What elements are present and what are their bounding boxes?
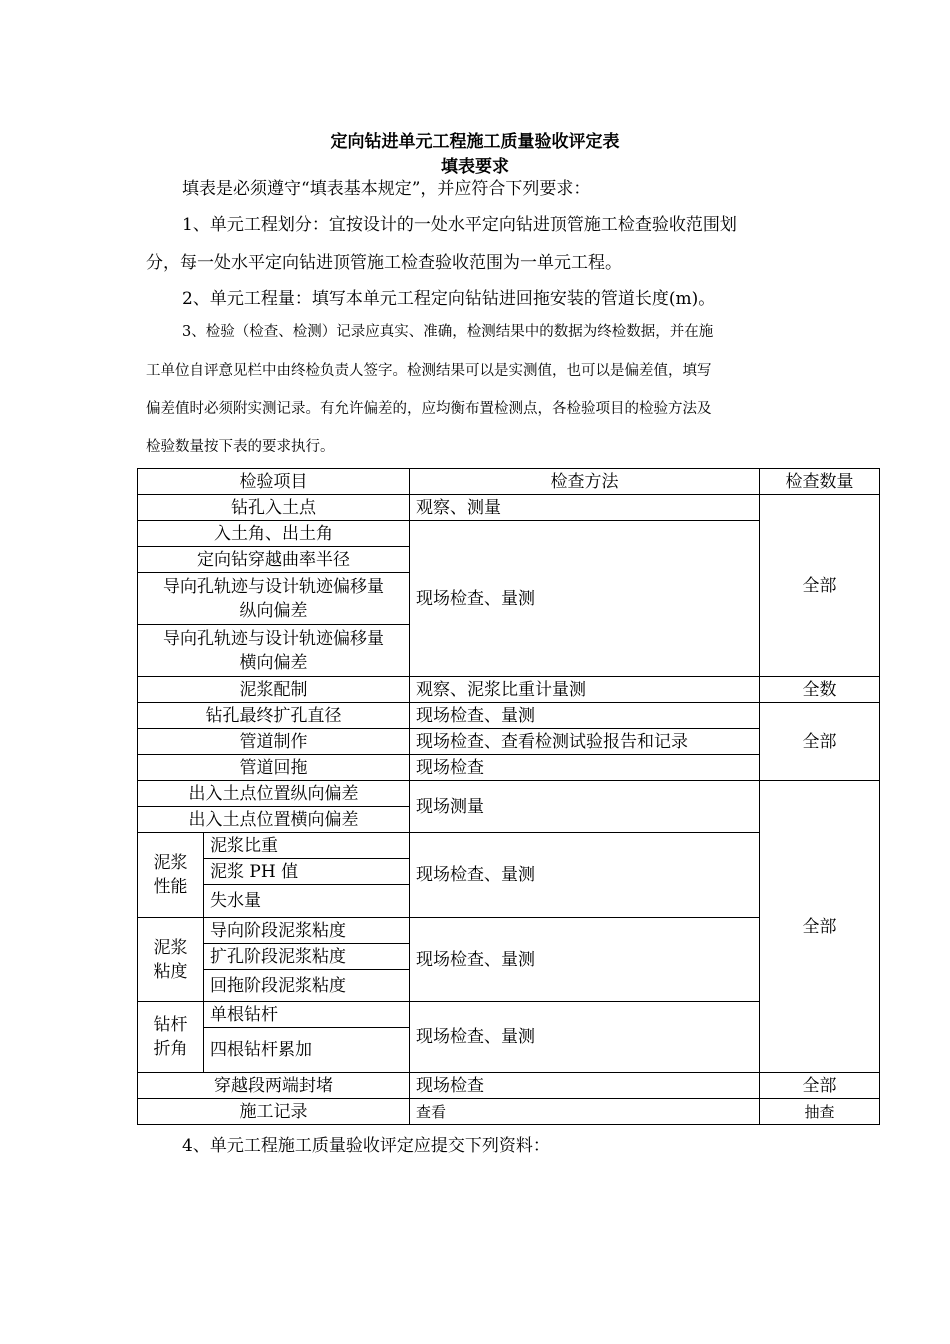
table-cell-method: 现场检查、量测 — [410, 521, 760, 677]
table-cell-method: 现场检查、量测 — [410, 833, 760, 918]
table-row — [138, 1099, 880, 1125]
table-row — [138, 677, 880, 703]
table-cell-subitem: 导向阶段泥浆粘度 — [204, 918, 410, 944]
group-label-drill-rod-angle — [138, 1002, 204, 1073]
table-cell-item: 定向钻穿越曲率半径 — [138, 547, 410, 573]
table-cell-subitem: 扩孔阶段泥浆粘度 — [204, 944, 410, 970]
table-cell-quantity: 全部 — [760, 781, 880, 1073]
table-cell-item: 泥浆配制 — [138, 677, 410, 703]
item-line: 横向偏差 — [239, 652, 308, 673]
document-subtitle: 填表要求 — [441, 157, 509, 177]
item1-line1: 1、单元工程划分：宜按设计的一处水平定向钻进顶管施工检查验收范围划 — [182, 215, 737, 235]
item3-line4: 检验数量按下表的要求执行。 — [146, 439, 335, 455]
header-method: 检查方法 — [410, 469, 760, 495]
group-label-line: 粘度 — [153, 961, 188, 982]
group-label-mud-performance — [138, 833, 204, 918]
table-cell-item — [138, 573, 410, 625]
document-title: 定向钻进单元工程施工质量验收评定表 — [330, 132, 620, 152]
table-cell-subitem: 单根钻杆 — [204, 1002, 410, 1028]
item-line: 纵向偏差 — [239, 600, 308, 621]
item1-line2: 分，每一处水平定向钻进顶管施工检查验收范围为一单元工程。 — [146, 253, 622, 273]
table-cell-quantity: 全部 — [760, 495, 880, 677]
item3-line1: 3、检验（检查、检测）记录应真实、准确，检测结果中的数据为终检数据，并在施 — [182, 324, 714, 340]
table-cell-quantity: 全数 — [760, 677, 880, 703]
table-cell-subitem: 失水量 — [204, 885, 410, 918]
item-line: 导向孔轨迹与设计轨迹偏移量 — [163, 576, 384, 597]
group-label-mud-viscosity — [138, 918, 204, 1002]
header-quantity: 检查数量 — [760, 469, 880, 495]
inspection-table — [137, 468, 880, 1125]
item-line: 导向孔轨迹与设计轨迹偏移量 — [163, 628, 384, 649]
item3-line3: 偏差值时必须附实测记录。有允许偏差的，应均衡布置检测点，各检验项目的检验方法及 — [146, 401, 712, 417]
table-cell-quantity: 全部 — [760, 1073, 880, 1099]
table-cell-method: 现场测量 — [410, 781, 760, 833]
header-item: 检验项目 — [138, 469, 410, 495]
table-row — [138, 495, 880, 521]
group-label-line: 钻杆 — [153, 1015, 188, 1035]
table-row — [138, 1073, 880, 1099]
table-cell-method: 现场检查、量测 — [410, 1002, 760, 1073]
table-cell-subitem: 四根钻杆累加 — [204, 1028, 410, 1073]
group-label-line: 泥浆 — [153, 937, 188, 958]
table-cell-subitem: 泥浆比重 — [204, 833, 410, 859]
table-row — [138, 781, 880, 807]
table-cell-subitem: 回拖阶段泥浆粘度 — [204, 970, 410, 1002]
table-cell-item: 施工记录 — [138, 1099, 410, 1125]
table-cell-item: 钻孔入土点 — [138, 495, 410, 521]
group-label-line: 泥浆 — [153, 853, 188, 873]
item4-paragraph: 4、单元工程施工质量验收评定应提交下列资料： — [182, 1136, 550, 1156]
intro-paragraph: 填表是必须遵守“填表基本规定”，并应符合下列要求： — [182, 179, 591, 199]
table-cell-quantity: 全部 — [760, 703, 880, 781]
item3-line2: 工单位自评意见栏中由终检负责人签字。检测结果可以是实测值，也可以是偏差值，填写 — [146, 363, 712, 379]
table-cell-item: 入土角、出土角 — [138, 521, 410, 547]
table-cell-method: 观察、泥浆比重计量测 — [410, 677, 760, 703]
table-cell-item: 出入土点位置横向偏差 — [138, 807, 410, 833]
table-header-row — [138, 469, 880, 495]
group-label-line: 性能 — [153, 877, 188, 897]
table-cell-item: 管道制作 — [138, 729, 410, 755]
table-cell-method: 现场检查、查看检测试验报告和记录 — [410, 729, 760, 755]
table-cell-method: 现场检查、量测 — [410, 703, 760, 729]
group-label-line: 折角 — [153, 1039, 188, 1059]
table-cell-item: 出入土点位置纵向偏差 — [138, 781, 410, 807]
table-cell-item: 钻孔最终扩孔直径 — [138, 703, 410, 729]
table-cell-subitem: 泥浆 PH 值 — [204, 859, 410, 885]
table-cell-method: 查看 — [410, 1099, 760, 1125]
table-cell-method: 观察、测量 — [410, 495, 760, 521]
item2-paragraph: 2、单元工程量：填写本单元工程定向钻钻进回拖安装的管道长度(m)。 — [182, 289, 716, 309]
table-cell-item: 穿越段两端封堵 — [138, 1073, 410, 1099]
table-cell-method: 现场检查 — [410, 755, 760, 781]
table-cell-item: 管道回拖 — [138, 755, 410, 781]
table-row — [138, 703, 880, 729]
table-cell-method: 现场检查、量测 — [410, 918, 760, 1002]
table-cell-quantity: 抽查 — [760, 1099, 880, 1125]
table-cell-item — [138, 625, 410, 677]
table-cell-method: 现场检查 — [410, 1073, 760, 1099]
